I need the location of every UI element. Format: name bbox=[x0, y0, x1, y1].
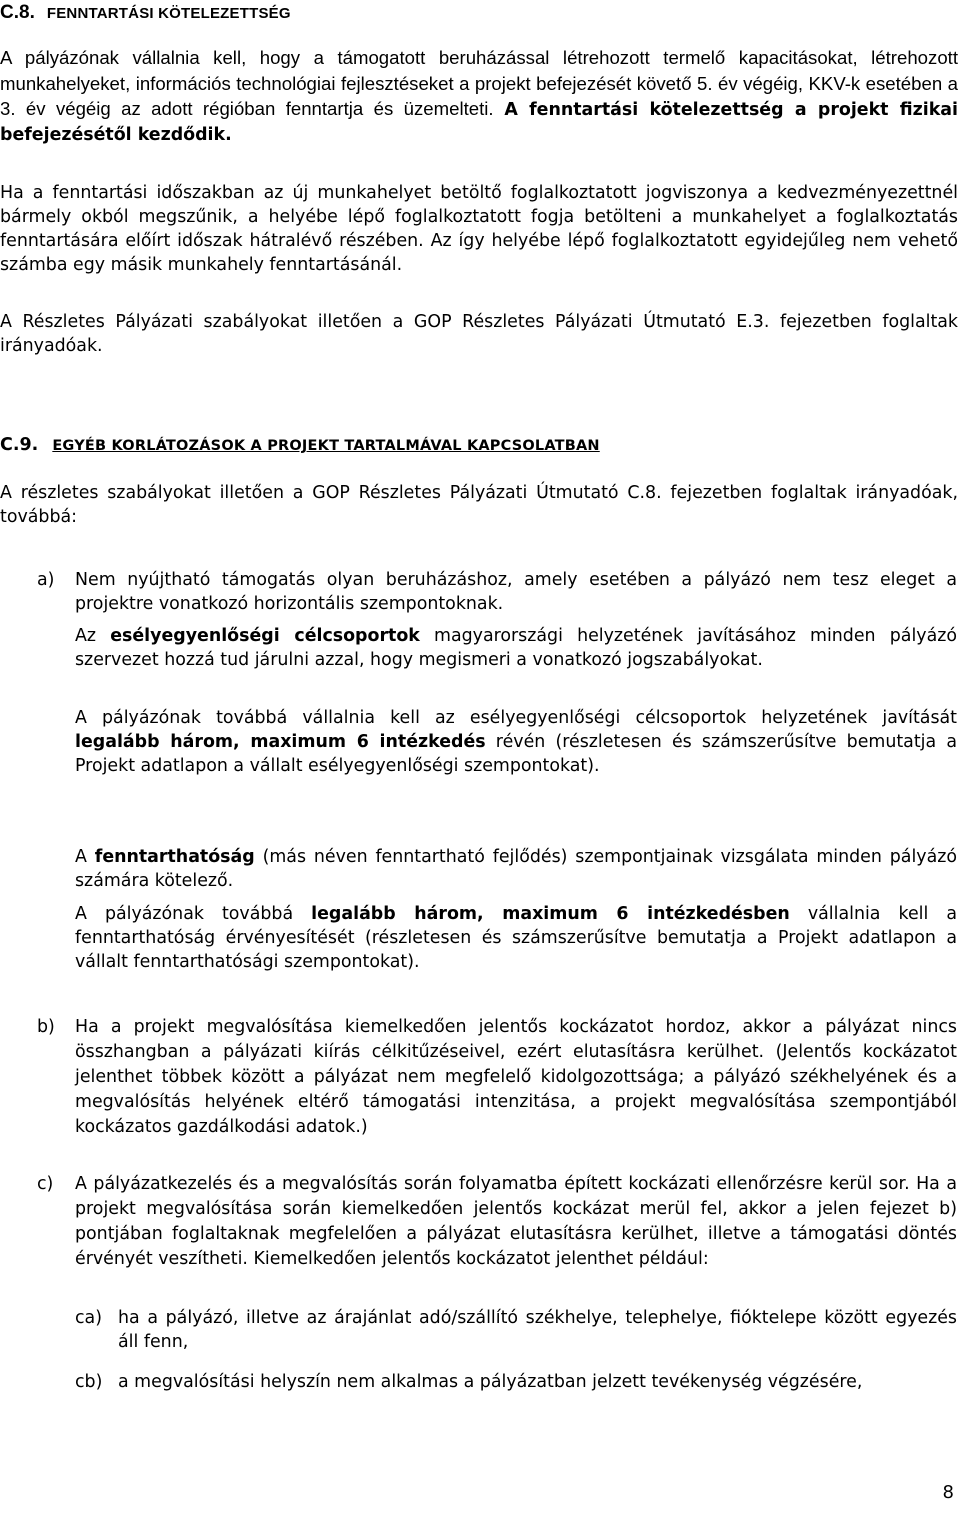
section-title: FENNTARTÁSI KÖTELEZETTSÉG bbox=[46, 5, 291, 22]
paragraph-c9-intro: A részletes szabályokat illetően a GOP Részletes Pályázati Útmutató C.8. fejezetben foglaltak irányadóak, továbbá: bbox=[0, 483, 958, 527]
text: vállalnia kell a fenntarthatóság érvényesítését (részletesen és számszerűsítve bemutatja a Projekt adatlapon a vállalt fenntarthatósági szempontokat). bbox=[75, 904, 958, 972]
text: révén (részletesen és számszerűsítve bemutatja a Projekt adatlapon a vállalt esélyegyenlőségi szempontokat). bbox=[75, 732, 957, 776]
list-marker-c: c) bbox=[37, 1174, 54, 1194]
paragraph-emphasis: A fenntartási kötelezettség a projekt fizikai befejezésétől kezdődik. bbox=[0, 100, 958, 145]
section-number: C.9. bbox=[0, 435, 39, 455]
page-number: 8 bbox=[942, 1482, 954, 1503]
paragraph-detailed-rules: A Részletes Pályázati szabályokat illetően a GOP Részletes Pályázati Útmutató E.3. fejezetben foglaltak irányadóak. bbox=[0, 312, 958, 356]
emphasis: legalább három, maximum 6 intézkedésben bbox=[311, 904, 790, 924]
emphasis: legalább három, maximum 6 intézkedés bbox=[75, 732, 486, 752]
list-item-a-p5 bbox=[75, 902, 957, 974]
list-marker-ca: ca) bbox=[75, 1308, 103, 1328]
text: magyarországi helyzetének javításához minden pályázó szervezet hozzá tud járulni azzal, hogy megismeri a vonatkozó jogszabályokat. bbox=[75, 626, 957, 670]
list-marker-cb: cb) bbox=[75, 1372, 103, 1392]
paragraph-replacement-employee: Ha a fenntartási időszakban az új munkahelyet betöltő foglalkoztatott jogviszonya a kedvezményezettnél bármely okból megszűnik, a helyébe lépő foglalkoztatott fogja betölteni a munkahelyet a foglalkoztatás fenntartására előírt időszak hátralévő részében. Az így helyébe lépő foglalkoztatott egyidejűleg nem vehető számba egy másik munkahely fenntartásánál. bbox=[0, 183, 958, 275]
emphasis: fenntarthatóság bbox=[94, 847, 255, 867]
list-item-a-p4 bbox=[75, 845, 957, 893]
section-heading-c9 bbox=[0, 434, 600, 455]
text: Az bbox=[75, 626, 111, 646]
text: (más néven fenntartható fejlődés) szempontjainak vizsgálata minden pályázó számára kötelező. bbox=[75, 847, 957, 891]
text: A bbox=[75, 847, 95, 867]
list-item-a-p1: Nem nyújtható támogatás olyan beruházáshoz, amely esetében a pályázó nem tesz eleget a projektre vonatkozó horizontális szempontoknak. bbox=[75, 570, 957, 614]
list-item-a-p2 bbox=[75, 624, 957, 672]
section-heading-c8 bbox=[0, 2, 291, 24]
section-number: C.8. bbox=[0, 2, 35, 23]
list-item-c: A pályázatkezelés és a megvalósítás során folyamatba épített kockázati ellenőrzésre kerül sor. Ha a projekt megvalósítása során kiemelkedően jelentős kockázat merül fel, akkor a jelen fejezet b) pontjában foglaltaknak megfelelően a pályázat elutasításra kerülhet, illetve a támogatási döntés érvényét veszítheti. Kiemelkedően jelentős kockázatot jelenthet például: bbox=[75, 1174, 957, 1269]
list-item-a-p3 bbox=[75, 706, 957, 778]
list-marker-b: b) bbox=[37, 1017, 55, 1037]
section-title: EGYÉB KORLÁTOZÁSOK A PROJEKT TARTALMÁVAL KAPCSOLATBAN bbox=[52, 438, 600, 454]
text: A pályázónak továbbá vállalnia kell az esélyegyenlőségi célcsoportok helyzetének javítását bbox=[75, 708, 957, 728]
list-item-cb: a megvalósítási helyszín nem alkalmas a pályázatban jelzett tevékenység végzésére, bbox=[118, 1372, 863, 1392]
list-item-ca: ha a pályázó, illetve az árajánlat adó/szállító székhelye, telephelye, fióktelepe között egyezés áll fenn, bbox=[118, 1308, 957, 1352]
list-item-b: Ha a projekt megvalósítása kiemelkedően jelentős kockázatot hordoz, akkor a pályázat nincs összhangban a pályázati kiírás célkitűzéseivel, ezért elutasításra kerülhet. (Jelentős kockázatot jelenthet többek között a pályázat nem megfelelő kidolgozottsága; a pályázó székhelyének és a megvalósítás helyének eltérő támogatási intenzitása, a projekt megvalósítása szempontjából kockázatos gazdálkodási adatok.) bbox=[75, 1017, 957, 1137]
paragraph-text: A pályázónak vállalnia kell, hogy a támogatott beruházással létrehozott termelő kapacitásokat, létrehozott munkahelyeket, információs technológiai fejlesztéseket a projekt befejezését követő 5. év végéig, KKV-k esetében a 3. év végéig az adott régióban fenntartja és üzemelteti. bbox=[0, 47, 958, 119]
list-marker-a: a) bbox=[37, 570, 55, 590]
paragraph-maintenance-obligation bbox=[0, 46, 958, 147]
text: A pályázónak továbbá bbox=[75, 904, 312, 924]
emphasis: esélyegyenlőségi célcsoportok bbox=[110, 626, 420, 646]
